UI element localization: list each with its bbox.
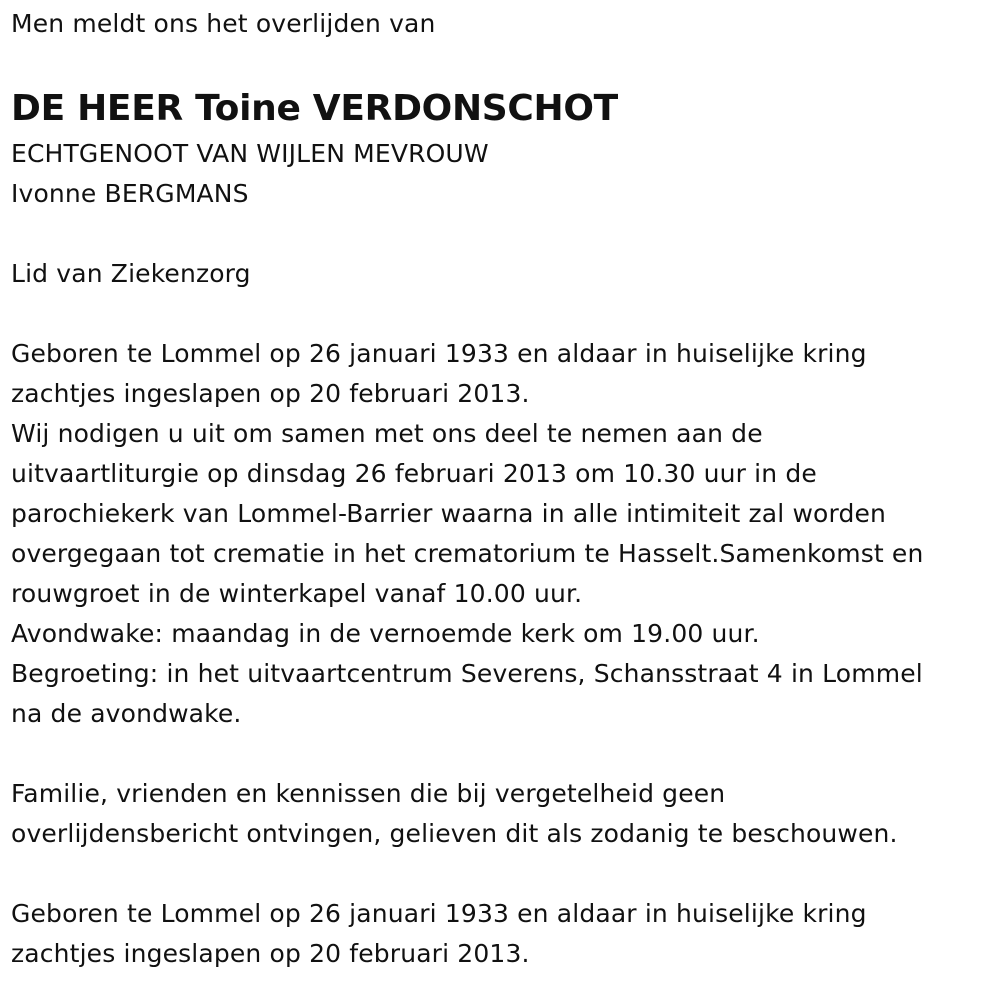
details-line: Geboren te Lommel op 26 januari 1933 en aldaar in huiselijke kring (11, 339, 867, 368)
spouse-line-2: Ivonne BERGMANS (11, 179, 249, 208)
details-line: overgegaan tot crematie in het crematorium te Hasselt.Samenkomst en (11, 539, 924, 568)
family-note-line: overlijdensbericht ontvingen, gelieven dit als zodanig te beschouwen. (11, 819, 898, 848)
spouse-line-1: ECHTGENOOT VAN WIJLEN MEVROUW (11, 139, 489, 168)
family-note-paragraph (11, 774, 996, 854)
details-line: Begroeting: in het uitvaartcentrum Severens, Schansstraat 4 in Lommel (11, 659, 923, 688)
details-line: Wij nodigen u uit om samen met ons deel te nemen aan de (11, 419, 763, 448)
details-line: rouwgroet in de winterkapel vanaf 10.00 uur. (11, 579, 583, 608)
details-line: uitvaartliturgie op dinsdag 26 februari 2013 om 10.30 uur in de (11, 459, 817, 488)
details-line: parochiekerk van Lommel-Barrier waarna in alle intimiteit zal worden (11, 499, 887, 528)
repeat-birth-paragraph (11, 894, 996, 974)
details-line: zachtjes ingeslapen op 20 februari 2013. (11, 379, 530, 408)
details-line: Avondwake: maandag in de vernoemde kerk om 19.00 uur. (11, 619, 760, 648)
details-line: na de avondwake. (11, 699, 242, 728)
obituary-notice (11, 0, 996, 974)
repeat-birth-line: Geboren te Lommel op 26 januari 1933 en aldaar in huiselijke kring (11, 899, 867, 928)
deceased-name: DE HEER Toine VERDONSCHOT (11, 88, 618, 129)
details-paragraph (11, 334, 996, 734)
intro-text: Men meldt ons het overlijden van (11, 9, 436, 38)
family-note-line: Familie, vrienden en kennissen die bij vergetelheid geen (11, 779, 726, 808)
membership-text: Lid van Ziekenzorg (11, 259, 251, 288)
repeat-birth-line: zachtjes ingeslapen op 20 februari 2013. (11, 939, 530, 968)
